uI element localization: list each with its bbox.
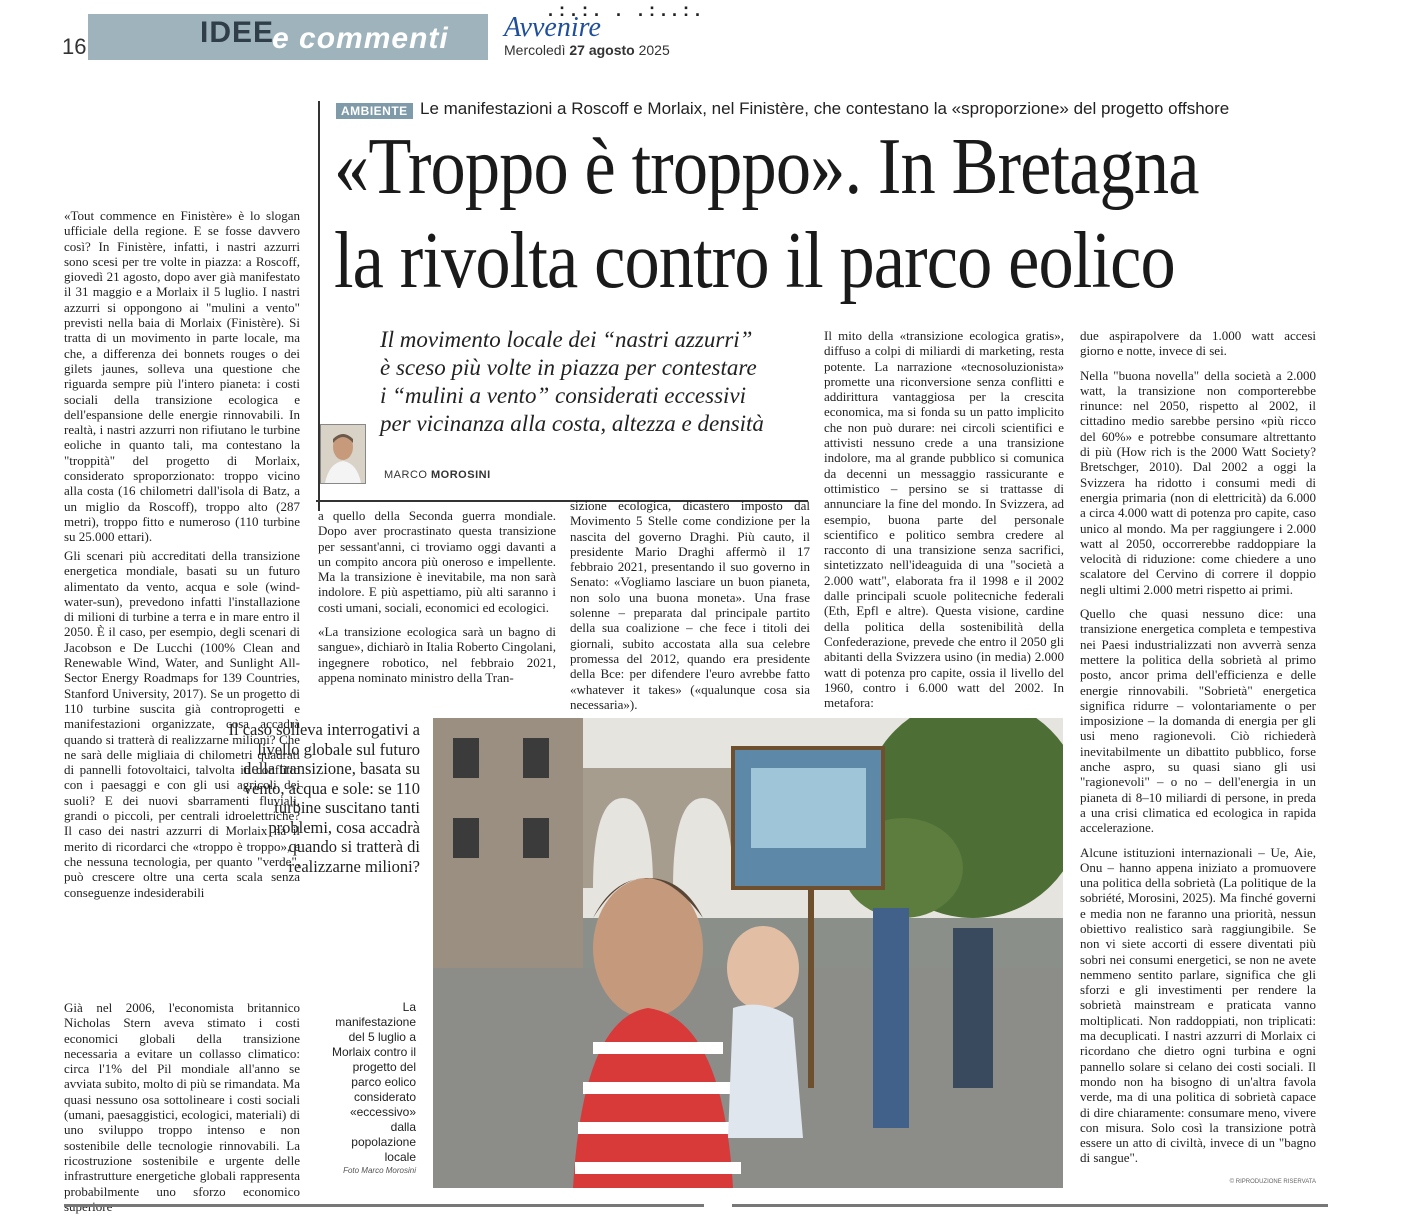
article-column-right-2: [1080, 328, 1316, 1190]
deck-line-4: per vicinanza alla costa, altezza e densità: [380, 411, 764, 436]
date-year: 2025: [638, 42, 670, 58]
paragraph-8: due aspirapolvere da 1.000 watt accesi giorno e notte, invece di sei.: [1080, 328, 1316, 359]
category-tag: AMBIENTE: [336, 103, 413, 119]
article-column-left-bottom: [64, 1000, 300, 1223]
deck-line-1: Il movimento locale dei “nastri azzurri”: [380, 327, 753, 352]
deck-line-2: è sceso più volte in piazza per contestare: [380, 355, 757, 380]
pull-quote: Il caso solleva interrogativi a livello globale sul futuro della transizione, basata su vento, acqua e sole: se 110 turbine suscitano tanti problemi, cosa accadrà quando si tratterà di realizzarne milioni?: [228, 720, 420, 876]
page-number: 16: [62, 34, 87, 59]
paragraph-6: sizione ecologica, dicastero imposto dal Movimento 5 Stelle come condizione per la nascita del governo Draghi. Più cauto, il presidente Mario Draghi affermò il 17 febbraio 2021, presentando il suo governo in Senato: «Vogliamo lasciare un buon pianeta, non solo una buona moneta». Una frase solenne – preparata dal principale partito della sua coalizione – che fece i titoli dei giornali, subito accostata alla sua celebre promessa del 2012, quando era presidente della Bce: per difendere l'euro avrebbe fatto «whatever it takes» («qualunque cosa sia necessaria»).: [570, 498, 810, 712]
paragraph-2: Gli scenari più accreditati della transizione energetica mondiale, basati su un futuro alimentato da vento, acqua e sole (wind-water-sun), prevedono infatti l'installazione di milioni di turbine a terra e in mare entro il 2050. È il caso, per esempio, degli scenari di Jacobson e De Lucchi (100% Clean and Renewable Wind, Water, and Sunlight All-Sector Energy Roadmaps for 139 Countries, Stanford University, 2017). Se un progetto di 110 turbine suscita già controprogetti e manifestazioni organizzate, cosa accadrà quando si tratterà di realizzarne milioni? Che ne sarà delle migliaia di chilometri quadrati di pannelli fotovoltaici, talvolta in conflitto con i paesaggi e con gli usi agricoli dei suoli? E dei nuovi sbarramenti fluviali, grandi o piccoli, per centrali idroelettriche? Il caso dei nastri azzurri di Morlaix ha il merito di ricordarci che «troppo è troppo», e che nessuna tecnologia, per quanto "verde", può crescere oltre una certa scala senza conseguenze indesiderabili: [64, 548, 300, 900]
paragraph-4: a quello della Seconda guerra mondiale. Dopo aver procrastinato questa transizione per sessant'anni, ci troviamo oggi davanti a un compito ancora più oneroso e impellente. Ma la transizione è inevitabile, ma non sarà indolore. E più aspettiamo, più alti saranno i costi umani, sociali, economici ed ecologici.: [318, 508, 556, 615]
byline: [384, 469, 491, 481]
article-column-middle-2: [570, 498, 810, 721]
paragraph-5: «La transizione ecologica sarà un bagno di sangue», dichiarò in Italia Roberto Cingolani, ingegnere robotico, nel febbraio 2021, appena nominato ministro della Tran-: [318, 624, 556, 685]
section-subtitle: e commenti: [272, 22, 449, 55]
top-decoration: .:.:. . .:..:.: [548, 0, 706, 20]
paragraph-9: Nella "buona novella" della società a 2.000 watt, la transizione non comporterebbe rinunce: nel 2050, rispetto al 2002, il cittadino medio sarebbe persino «più ricco del 60%» e potrebbe consumare altrettanto di più (How rich is the 2000 Watt Society? Bretschger, 2010). Dal 2002 a oggi la Svizzera ha ridotto i consumi medi di energia primaria (non di elettricità) da 6.000 a circa 4.000 watt di potenza pro capite, caso unico al mondo. Ma per raggiungere i 2.000 watt al 2050, occorrerebbe raddoppiare la velocità di riduzione: come chiedere a uno scalatore del Cervino di correre il doppio negli ultimi 2.000 metri rispetto ai primi.: [1080, 367, 1316, 597]
author-first-name: MARCO: [384, 469, 428, 481]
issue-date: [504, 42, 670, 58]
newspaper-logo: Avvenire: [504, 12, 601, 43]
article-column-left: [64, 208, 300, 554]
paragraph-11: Alcune istituzioni internazionali – Ue, Aie, Onu – hanno appena iniziato a promuovere una politica della sobrietà (La politique de la sobriété, Morosini, 2025). Ma finché governi e media non ne faranno una priorità, nessun obiettivo realistico sarà raggiungibile. Se non vi siete accorti di essere diventati più sobri nei consumi energetici, se non ne avete nemmeno sentito parlare, significa che gli sforzi e gli investimenti per rendere la sobrietà mainstream e praticata vanno moltiplicati. Non raddoppiati, non triplicati: ma decuplicati. I nastri azzurri di Morlaix ci ricordano che dietro ogni turbina e ogni pannello solare si celano dei costi sociali. Il mondo non ha bisogno di un'altra favola verde, ma di una politica di sobrietà capace di dire chiaramente: consumare meno, vivere con misura. Solo così la transizione potrà essere un atto di civiltà, invece di un "bagno di sangue".: [1080, 844, 1316, 1166]
deck: [380, 326, 800, 438]
section-title: IDEE: [200, 16, 275, 49]
headline-line-1: «Troppo è troppo». In Bretagna: [334, 123, 1199, 211]
paragraph-10: Quello che quasi nessuno dice: una transizione energetica completa e tempestiva nei Paesi industrializzati non avverrà senza mettere la politica della sobrietà al primo posto, ancor prima dell'efficienza e delle energie rinnovabili. "Sobrietà" energetica significa ridurre – volontariamente o per imposizione – la domanda di energia per gli usi meno ragionevoli. Ciò richiederà inevitabilmente un dibattito pubblico, forse anche aspro, su quasi siano gli usi "ragionevoli" – o no – dell'energia in un pianeta di 8–10 miliardi di persone, in preda a una crisi climatica ed ecologica in rapida accelerazione.: [1080, 606, 1316, 836]
paragraph-1: «Tout commence en Finistère» è lo slogan ufficiale della regione. E se fosse davvero così? In Finistère, infatti, i nastri azzurri sono scesi per tre volte in piazza: a Roscoff, giovedì 21 agosto, dopo aver già manifestato il 31 maggio e a Morlaix il 5 luglio. I nastri azzurri si oppongono ai "mulini a vento" previsti nella baia di Morlaix (Finistère). Si tratta di un movimento in parte locale, ma che, a differenza dei bonnets rouges o dei gilets jaunes, solleva una questione che riguarda sempre più l'intero pianeta: i costi sociali della transizione ecologica e dell'espansione delle energie rinnovabili. In realtà, i nastri azzurri non rifiutano le turbine eoliche in quanto tali, ma contestano la "troppità" del progetto di Morlaix, considerato sproporzionato: troppo vicino alla costa (16 chilometri dall'isola di Batz, a un miglio da Roscoff), troppo alto (287 metri), troppo fitto e numeroso (110 turbine su 25.000 ettari).: [64, 208, 300, 545]
author-last-name: MOROSINI: [431, 469, 491, 481]
deck-line-3: i “mulini a vento” considerati eccessivi: [380, 383, 747, 408]
article-column-middle-1: [318, 508, 556, 694]
photo-credit: Foto Marco Morosini: [343, 1166, 416, 1175]
headline-line-2: la rivolta contro il parco eolico: [334, 217, 1175, 305]
copyright: © RIPRODUZIONE RISERVATA: [1229, 1178, 1316, 1185]
article-photo: [433, 718, 1063, 1188]
bottom-rule-left: [64, 1204, 704, 1207]
date-day: 27 agosto: [569, 42, 635, 58]
paragraph-7: Il mito della «transizione ecologica gratis», diffuso a colpi di miliardi di marketing, resta potente. La narrazione «tecnosoluzionista» promette una riconversione senza conflitti e addirittura vantaggiosa per la crescita economica, ma si fonda su un patto implicito che non può durare: nei circoli scientifici e attivisti nessuno crede a una transizione indolore, ma al grande pubblico si comunica da decenni un messaggio rassicurante e ottimistico – persino se si trattasse di annunciare la fine del mondo. In Svizzera, ad esempio, buona parte del personale scientifico e politico sembra credere al racconto di una transizione senza sacrifici, sintetizzato nell'ideaguida di una "società a 2.000 watt", elaborata fra il 1998 e il 2002 dalle principali scuole politecniche federali (Eth, Epfl e altre). Questa visione, cardine della politica della sostenibilità della Confederazione, prevede che entro il 2050 gli abitanti della Svizzera usino (in media) 2.000 watt di potenza pro capite, ossia il livello del 1960, contro i 6.000 watt del 2002. In metafora:: [824, 328, 1064, 711]
bottom-rule-right: [732, 1204, 1328, 1207]
kicker: Le manifestazioni a Roscoff e Morlaix, nel Finistère, che contestano la «sproporzione» del progetto offshore: [420, 99, 1230, 118]
date-weekday: Mercoledì: [504, 42, 566, 58]
paragraph-3: Già nel 2006, l'economista britannico Nicholas Stern aveva stimato i costi economici globali della transizione necessaria a evitare un collasso climatico: circa l'1% del Pil mondiale all'anno se avviata subito, molto di più se rimandata. Ma quasi nessuno osa sottolineare i costi sociali (umani, paesaggistici, ecologici, materiali) di uno sviluppo troppo intenso e non sostenibile delle tecnologie rinnovabili. La ricostruzione sostenibile e urgente delle infrastrutture energetiche globali rappresenta probabilmente uno sforzo economico: [64, 1000, 300, 1199]
author-photo: [320, 424, 366, 484]
headline: [334, 120, 1214, 308]
article-column-right-1: [824, 328, 1064, 719]
photo-caption: La manifestazione del 5 luglio a Morlaix contro il progetto del parco eolico considerato «eccessivo» dalla popolazione locale: [331, 1000, 416, 1164]
